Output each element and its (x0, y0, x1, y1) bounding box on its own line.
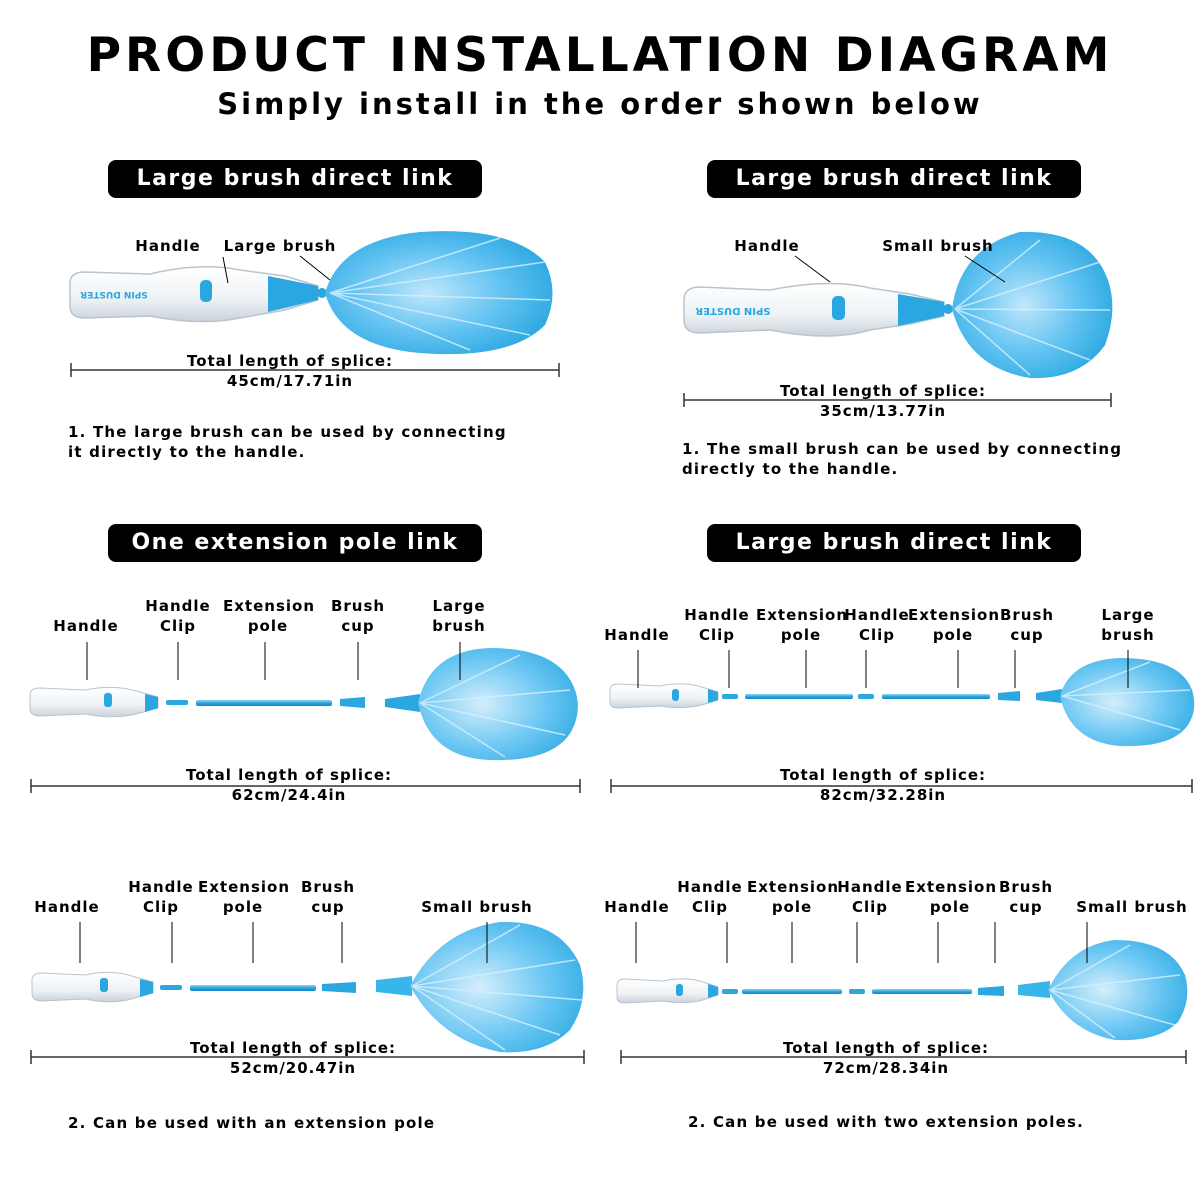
brand-text: SPIN DUSTER (80, 289, 148, 299)
label-handle: Handle (53, 617, 119, 635)
label-extension-pole: Extension pole (905, 878, 997, 916)
label-extension-pole: Extension pole (223, 597, 315, 635)
instruction-note: 1. The small brush can be used by connecting (682, 440, 1123, 458)
leader-lines (636, 922, 1087, 963)
label-handle-clip: Handle Clip (837, 878, 903, 916)
extension-pole-icon (196, 700, 332, 706)
brush-cup-icon (978, 986, 1004, 996)
label-extension-pole: Extension pole (747, 878, 839, 916)
handle-clip-icon (849, 989, 865, 994)
large-brush-icon (385, 648, 578, 760)
label-handle-clip: Handle Clip (128, 878, 194, 916)
total-length-label: Total length of splice: (779, 766, 987, 784)
handle-illustration (70, 267, 318, 322)
handle-clip-icon (722, 694, 738, 699)
total-length-label: Total length of splice: (779, 382, 987, 400)
total-length-label: Total length of splice: (189, 1039, 397, 1057)
label-handle-clip: Handle Clip (145, 597, 211, 635)
label-small-brush: Small brush (882, 237, 994, 255)
total-length-label: Total length of splice: (185, 766, 393, 784)
label-handle: Handle (604, 898, 670, 916)
small-brush-icon (376, 922, 583, 1052)
handle-clip-icon (722, 989, 738, 994)
section-heading: Large brush direct link (707, 160, 1081, 198)
leader-lines (80, 922, 487, 963)
brush-cup-icon (998, 691, 1020, 701)
handle-clip-icon (160, 985, 182, 990)
instruction-note: 2. Can be used with two extension poles. (688, 1113, 1085, 1131)
label-extension-pole: Extension pole (908, 606, 1000, 644)
label-handle: Handle (604, 626, 670, 644)
brand-text: SPIN DUSTER (695, 305, 771, 316)
label-extension-pole: Extension pole (198, 878, 290, 916)
label-small-brush: Small brush (1076, 898, 1188, 916)
label-brush-cup: Brush cup (330, 597, 386, 635)
extension-pole-icon (745, 694, 853, 699)
label-handle: Handle (34, 898, 100, 916)
extension-pole-icon (190, 985, 316, 991)
total-length-value: 52cm/20.47in (229, 1059, 357, 1077)
label-brush-cup: Brush cup (300, 878, 356, 916)
total-length-value: 62cm/24.4in (231, 786, 347, 804)
leader-line (795, 256, 830, 282)
section-heading: Large brush direct link (108, 160, 482, 198)
label-handle-clip: Handle Clip (677, 878, 743, 916)
handle-clip-icon (858, 694, 874, 699)
total-length-value: 45cm/17.71in (226, 372, 354, 390)
label-large-brush: Large brush (1101, 606, 1155, 644)
handle-illustration (684, 283, 944, 336)
total-length-value: 35cm/13.77in (819, 402, 947, 420)
extension-pole-icon (872, 989, 972, 994)
total-length-label: Total length of splice: (782, 1039, 990, 1057)
label-brush-cup: Brush cup (999, 606, 1055, 644)
label-extension-pole: Extension pole (756, 606, 848, 644)
small-brush-icon (1018, 940, 1187, 1040)
page-subtitle: Simply install in the order shown below (217, 87, 983, 121)
label-large-brush: Large brush (432, 597, 486, 635)
page-title: PRODUCT INSTALLATION DIAGRAM (86, 28, 1114, 83)
label-large-brush: Large brush (223, 237, 337, 255)
handle-illustration (610, 684, 718, 708)
instruction-note: it directly to the handle. (68, 443, 306, 461)
section-heading: One extension pole link (108, 524, 482, 562)
large-brush-icon (317, 231, 553, 354)
instruction-note: 1. The large brush can be used by connecting (68, 423, 507, 441)
brush-cup-icon (322, 982, 356, 993)
instruction-note: 2. Can be used with an extension pole (68, 1114, 436, 1132)
total-length-value: 72cm/28.34in (822, 1059, 950, 1077)
label-handle: Handle (135, 237, 201, 255)
section-heading: Large brush direct link (707, 524, 1081, 562)
extension-pole-icon (742, 989, 842, 994)
label-brush-cup: Brush cup (998, 878, 1054, 916)
total-length-value: 82cm/32.28in (819, 786, 947, 804)
leader-lines (87, 642, 460, 680)
large-brush-icon (1036, 658, 1194, 746)
extension-pole-icon (882, 694, 990, 699)
leader-lines (638, 650, 1128, 688)
label-handle: Handle (734, 237, 800, 255)
instruction-note: directly to the handle. (682, 460, 899, 478)
handle-illustration (617, 979, 718, 1003)
label-small-brush: Small brush (421, 898, 533, 916)
label-handle-clip: Handle Clip (844, 606, 910, 644)
leader-line (300, 256, 330, 280)
handle-illustration (32, 972, 153, 1001)
total-length-label: Total length of splice: (186, 352, 394, 370)
brush-cup-icon (340, 697, 365, 708)
handle-clip-icon (166, 700, 188, 705)
handle-illustration (30, 687, 158, 716)
label-handle-clip: Handle Clip (684, 606, 750, 644)
